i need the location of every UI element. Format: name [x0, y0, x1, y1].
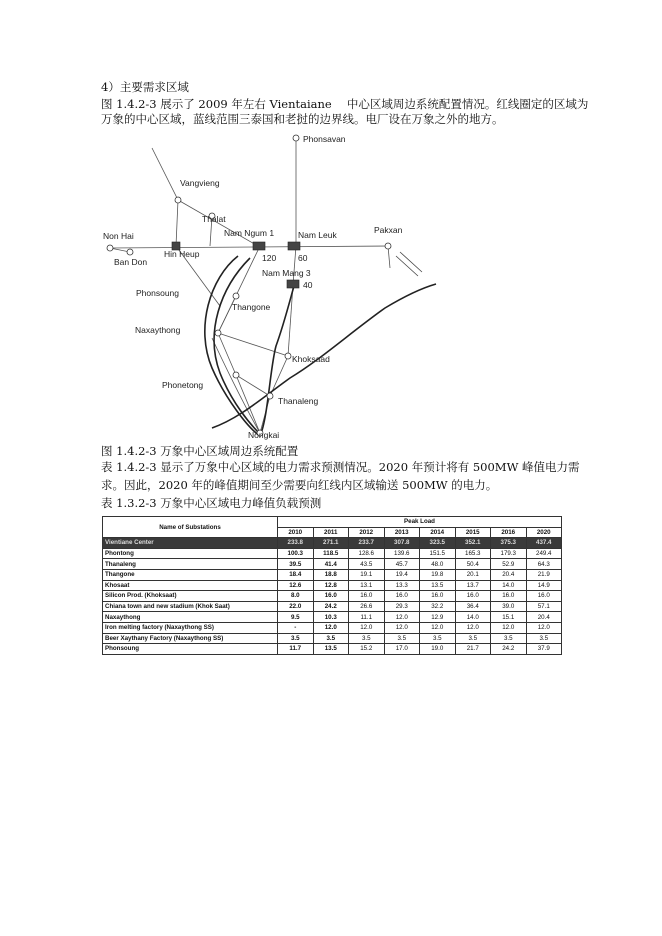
peak-load-cell: 11.7 — [278, 644, 314, 655]
peak-load-cell: 233.8 — [278, 538, 314, 549]
peak-load-cell: 3.5 — [349, 633, 385, 644]
year-header-2014: 2014 — [420, 527, 456, 538]
label-naxaythong: Naxaythong — [135, 325, 181, 335]
peak-load-cell: 14.0 — [491, 580, 527, 591]
peak-load-cell: 64.3 — [526, 559, 562, 570]
peak-load-cell: 18.8 — [313, 569, 349, 580]
nam-mang3-plant-icon — [287, 280, 299, 288]
line-phonetong-thanaleng — [236, 375, 270, 396]
year-header-2011: 2011 — [313, 527, 349, 538]
year-header-2020: 2020 — [526, 527, 562, 538]
peak-load-cell: 10.3 — [313, 612, 349, 623]
peak-load-cell: 165.3 — [455, 548, 491, 559]
peak-load-cell: 9.5 — [278, 612, 314, 623]
node-nonhai — [107, 245, 113, 251]
label-nongkai: Nongkai — [248, 430, 280, 440]
peak-load-cell: 16.0 — [455, 591, 491, 602]
peak-load-cell: 12.0 — [313, 622, 349, 633]
peak-load-cell: 16.0 — [384, 591, 420, 602]
label-khoksaad: Khoksaad — [292, 354, 330, 364]
peak-load-cell: 233.7 — [349, 538, 385, 549]
peak-load-cell: 19.4 — [384, 569, 420, 580]
line-nonhai-pakxan — [110, 246, 390, 248]
peak-load-cell: 12.0 — [384, 612, 420, 623]
peak-load-cell: 24.2 — [313, 601, 349, 612]
substation-name: Phontong — [103, 548, 278, 559]
table-row — [103, 601, 562, 612]
label-thalat: Thalat — [202, 214, 226, 224]
label-vangvieng: Vangvieng — [180, 178, 220, 188]
peak-load-cell: 12.0 — [420, 622, 456, 633]
peak-load-cell: 20.1 — [455, 569, 491, 580]
substation-name: Silicon Prod. (Khoksaat) — [103, 591, 278, 602]
peak-load-cell: 29.3 — [384, 601, 420, 612]
peak-load-cell: 3.5 — [455, 633, 491, 644]
section-heading: 4）主要需求区域 — [101, 80, 189, 94]
year-header-2016: 2016 — [491, 527, 527, 538]
peak-load-cell: 3.5 — [313, 633, 349, 644]
peak-load-cell: 437.4 — [526, 538, 562, 549]
node-phonsoung — [233, 293, 239, 299]
peak-load-cell: 12.0 — [349, 622, 385, 633]
peak-load-table — [102, 516, 562, 655]
year-header-2015: 2015 — [455, 527, 491, 538]
peak-load-cell: 3.5 — [420, 633, 456, 644]
table-row — [103, 559, 562, 570]
line-vangvieng — [152, 148, 178, 246]
peak-load-cell: 19.1 — [349, 569, 385, 580]
peak-load-cell: 18.4 — [278, 569, 314, 580]
line-namleuk-mang3 — [293, 246, 296, 285]
substation-name: Thangone — [103, 569, 278, 580]
system-configuration-map — [100, 128, 440, 444]
peak-load-cell: 37.9 — [526, 644, 562, 655]
node-phonetong — [233, 372, 239, 378]
peak-load-cell: 39.5 — [278, 559, 314, 570]
label-thangone: Thangone — [232, 302, 271, 312]
peak-load-cell: 57.1 — [526, 601, 562, 612]
label-non-hai: Non Hai — [103, 231, 134, 241]
peak-load-cell: 139.6 — [384, 548, 420, 559]
label-phonetong: Phonetong — [162, 380, 204, 390]
peak-load-cell: 307.8 — [384, 538, 420, 549]
peak-load-cell: 12.8 — [313, 580, 349, 591]
node-bandon — [127, 249, 133, 255]
peak-load-cell: 249.4 — [526, 548, 562, 559]
peak-load-cell: 11.1 — [349, 612, 385, 623]
line-thangone-khoksaad — [218, 333, 288, 356]
figure-caption: 图 1.4.2-3 万象中心区域周边系统配置 — [101, 444, 299, 458]
label-nam-leuk: Nam Leuk — [298, 230, 337, 240]
year-header-2010: 2010 — [278, 527, 314, 538]
peak-load-cell: 16.0 — [349, 591, 385, 602]
label-phonsoung: Phonsoung — [136, 288, 180, 298]
paragraph2-line2: 求。因此，2020 年的峰值期间至少需要向红线内区域输送 500MW 的电力。 — [101, 478, 498, 492]
peak-load-cell: 12.9 — [420, 612, 456, 623]
peak-load-cell: 12.0 — [455, 622, 491, 633]
substation-name: Chiana town and new stadium (Khok Saat) — [103, 601, 278, 612]
peak-load-cell: 352.1 — [455, 538, 491, 549]
table-row — [103, 538, 562, 549]
table-row — [103, 591, 562, 602]
peak-load-cell: 13.7 — [455, 580, 491, 591]
peak-load-cell: 19.0 — [420, 644, 456, 655]
nam-leuk-plant-icon — [288, 242, 300, 250]
substation-name: Iron melting factory (Naxaythong SS) — [103, 622, 278, 633]
node-naxaythong — [215, 330, 221, 336]
paragraph1-line1: 图 1.4.2-3 展示了 2009 年左右 Vientaiane 中心区域周边系统配置情况。红线圈定的区域为 — [101, 97, 589, 111]
nam-ngum1-plant-icon — [253, 242, 265, 250]
year-header-2012: 2012 — [349, 527, 385, 538]
peak-load-cell: 39.0 — [491, 601, 527, 612]
peak-load-cell: 15.2 — [349, 644, 385, 655]
substation-name: Khosaat — [103, 580, 278, 591]
peak-load-cell: 15.1 — [491, 612, 527, 623]
peak-load-cell: 13.5 — [313, 644, 349, 655]
header-name-of-substations: Name of Substations — [103, 517, 278, 538]
table-row — [103, 580, 562, 591]
label-val60: 60 — [298, 253, 308, 263]
table-row — [103, 633, 562, 644]
peak-load-cell: 375.3 — [491, 538, 527, 549]
peak-load-cell: 16.0 — [491, 591, 527, 602]
node-thanaleng — [267, 393, 273, 399]
label-val120: 120 — [262, 253, 277, 263]
peak-load-cell: 21.7 — [455, 644, 491, 655]
peak-load-cell: 8.0 — [278, 591, 314, 602]
peak-load-cell: 13.5 — [420, 580, 456, 591]
table-row — [103, 622, 562, 633]
table-caption: 表 1.3.2-3 万象中心区域电力峰值负载预测 — [101, 496, 322, 510]
peak-load-cell: 24.2 — [491, 644, 527, 655]
peak-load-cell: 16.0 — [313, 591, 349, 602]
peak-load-cell: 3.5 — [278, 633, 314, 644]
central-area-boundary-inner — [214, 258, 260, 434]
central-area-boundary — [205, 256, 294, 436]
label-nam-ngum1: Nam Ngum 1 — [224, 228, 275, 238]
table-row — [103, 644, 562, 655]
peak-load-cell: 14.0 — [455, 612, 491, 623]
river-hatch — [396, 252, 422, 276]
peak-load-cell: 16.0 — [526, 591, 562, 602]
peak-load-cell: 26.6 — [349, 601, 385, 612]
peak-load-cell: 3.5 — [384, 633, 420, 644]
peak-load-cell: 179.3 — [491, 548, 527, 559]
peak-load-cell: 323.5 — [420, 538, 456, 549]
peak-load-cell: 45.7 — [384, 559, 420, 570]
peak-load-cell: 151.5 — [420, 548, 456, 559]
peak-load-cell: 50.4 — [455, 559, 491, 570]
peak-load-cell: 22.0 — [278, 601, 314, 612]
table-row — [103, 548, 562, 559]
peak-load-cell: 12.0 — [526, 622, 562, 633]
peak-load-cell: 13.1 — [349, 580, 385, 591]
label-thanaleng: Thanaleng — [278, 396, 319, 406]
peak-load-cell: 20.4 — [491, 569, 527, 580]
substation-name: Thanaleng — [103, 559, 278, 570]
substation-name: Phonsoung — [103, 644, 278, 655]
substation-name: Vientiane Center — [103, 538, 278, 549]
substation-name: Beer Xaythany Factory (Naxaythong SS) — [103, 633, 278, 644]
label-phonsavan: Phonsavan — [303, 134, 346, 144]
label-pakxan: Pakxan — [374, 225, 403, 235]
peak-load-cell: 43.5 — [349, 559, 385, 570]
peak-load-cell: 12.6 — [278, 580, 314, 591]
node-phonsavan — [293, 135, 299, 141]
peak-load-cell: 21.9 — [526, 569, 562, 580]
peak-load-cell: 3.5 — [526, 633, 562, 644]
table-body — [103, 538, 562, 655]
peak-load-cell: 17.0 — [384, 644, 420, 655]
table-row — [103, 569, 562, 580]
peak-load-cell: 36.4 — [455, 601, 491, 612]
node-khoksaad — [285, 353, 291, 359]
peak-load-cell: 20.4 — [526, 612, 562, 623]
paragraph1-line2: 万象的中心区域，蓝线范围三泰国和老挝的边界线。电厂设在万象之外的地方。 — [101, 112, 504, 126]
peak-load-cell: 118.5 — [313, 548, 349, 559]
peak-load-cell: 19.8 — [420, 569, 456, 580]
header-peak-load: Peak Load — [278, 517, 562, 528]
peak-load-cell: 128.6 — [349, 548, 385, 559]
peak-load-cell: 16.0 — [420, 591, 456, 602]
node-pakxan — [385, 243, 391, 249]
peak-load-cell: 12.0 — [491, 622, 527, 633]
peak-load-cell: 41.4 — [313, 559, 349, 570]
year-header-2013: 2013 — [384, 527, 420, 538]
table-row — [103, 612, 562, 623]
peak-load-cell: 32.2 — [420, 601, 456, 612]
label-val40: 40 — [303, 280, 313, 290]
peak-load-cell: 12.0 — [384, 622, 420, 633]
peak-load-cell: 13.3 — [384, 580, 420, 591]
paragraph2-line1: 表 1.4.2-3 显示了万象中心区域的电力需求预测情况。2020 年预计将有 500MW 峰值电力需 — [101, 460, 580, 474]
substation-name: Naxaythong — [103, 612, 278, 623]
peak-load-cell: - — [278, 622, 314, 633]
label-nam-mang3: Nam Mang 3 — [262, 268, 311, 278]
node-vangvieng — [175, 197, 181, 203]
peak-load-cell: 271.1 — [313, 538, 349, 549]
label-ban-don: Ban Don — [114, 257, 148, 267]
peak-load-cell: 14.9 — [526, 580, 562, 591]
peak-load-cell: 48.0 — [420, 559, 456, 570]
label-hin-heup: Hin Heup — [164, 249, 200, 259]
peak-load-cell: 100.3 — [278, 548, 314, 559]
peak-load-cell: 52.9 — [491, 559, 527, 570]
peak-load-cell: 3.5 — [491, 633, 527, 644]
